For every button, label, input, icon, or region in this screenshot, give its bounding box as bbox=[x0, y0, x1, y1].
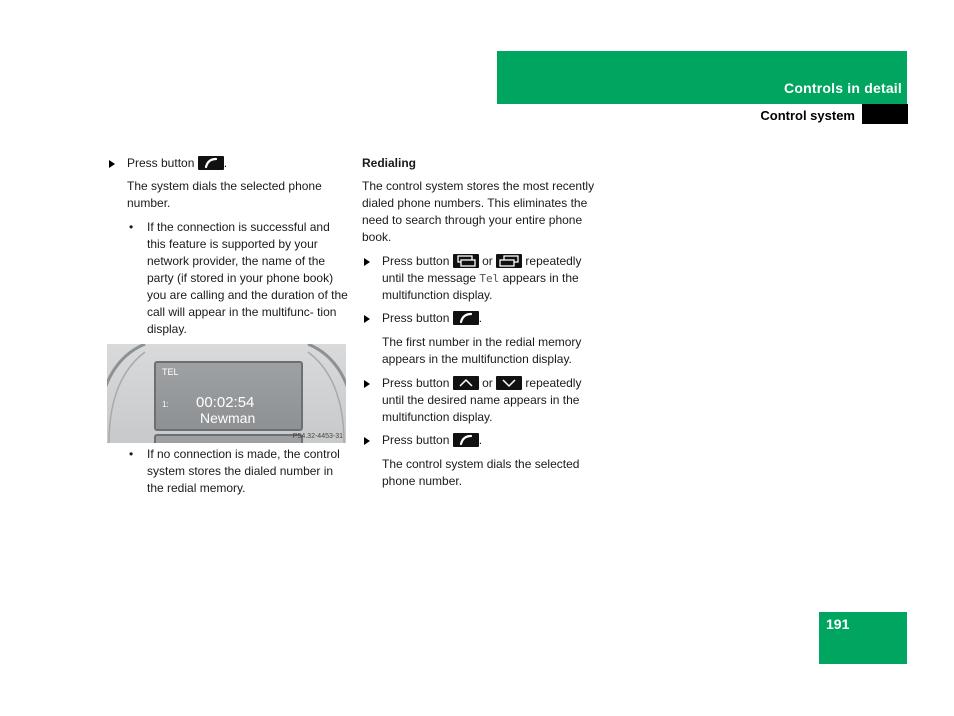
left-step1-result: The system dials the selected phone number. bbox=[127, 179, 322, 210]
instrument-cluster-image bbox=[107, 344, 346, 443]
step-arrow-icon bbox=[109, 160, 115, 168]
display-page-back-button-icon bbox=[496, 254, 522, 268]
page-number: 191 bbox=[826, 616, 850, 632]
left-bullet1: If the connection is successful and this feature is supported by your network provider, the name of the party (if stored in your phone book) you are calling and the duration of the call will appear in the multifunc- tion display. bbox=[147, 220, 348, 336]
section-heading: Redialing bbox=[362, 156, 417, 170]
step-arrow-icon bbox=[364, 315, 370, 323]
right-intro: The control system stores the most recently dialed phone numbers. This eliminates the need to search through your entire phone book. bbox=[362, 179, 595, 244]
display-page-forward-button-icon bbox=[453, 254, 479, 268]
step-arrow-icon bbox=[364, 437, 370, 445]
display-message-code: Tel bbox=[479, 272, 500, 285]
display-mode-label: TEL bbox=[162, 367, 179, 377]
section-title: Controls in detail bbox=[784, 80, 902, 96]
right-step3: Press button or repeatedly until the desired name appears in the multifunction display. bbox=[382, 376, 582, 424]
image-reference-code: P54.32-4453-31 bbox=[292, 433, 343, 440]
display-entry-index: 1: bbox=[162, 400, 169, 409]
step-arrow-icon bbox=[364, 258, 370, 266]
display-call-duration: 00:02:54 bbox=[196, 394, 255, 411]
left-step1: Press button . bbox=[127, 156, 228, 170]
phone-pickup-button-icon bbox=[198, 156, 224, 170]
right-step1: Press button or repeatedly until the message Tel appears in the multifunction display. bbox=[382, 254, 582, 302]
down-button-icon bbox=[496, 376, 522, 390]
right-step2-result: The first number in the redial memory appears in the multifunction display. bbox=[382, 335, 582, 366]
display-party-name: Newman bbox=[200, 410, 256, 426]
phone-pickup-button-icon bbox=[453, 433, 479, 447]
lower-display bbox=[154, 434, 303, 443]
bullet-dot: • bbox=[129, 220, 134, 234]
header-bar bbox=[497, 51, 907, 104]
phone-pickup-button-icon bbox=[453, 311, 479, 325]
header-tab-marker bbox=[862, 104, 908, 124]
step-arrow-icon bbox=[364, 380, 370, 388]
multifunction-display bbox=[154, 361, 303, 431]
left-bullet2: If no connection is made, the control system stores the dialed number in the redial memory. bbox=[147, 447, 340, 495]
right-step4: Press button . bbox=[382, 433, 483, 447]
right-step2: Press button . bbox=[382, 311, 483, 325]
up-button-icon bbox=[453, 376, 479, 390]
bullet-dot: • bbox=[129, 447, 134, 461]
subsection-title: Control system bbox=[760, 108, 855, 123]
right-step4-result: The control system dials the selected phone number. bbox=[382, 457, 580, 488]
